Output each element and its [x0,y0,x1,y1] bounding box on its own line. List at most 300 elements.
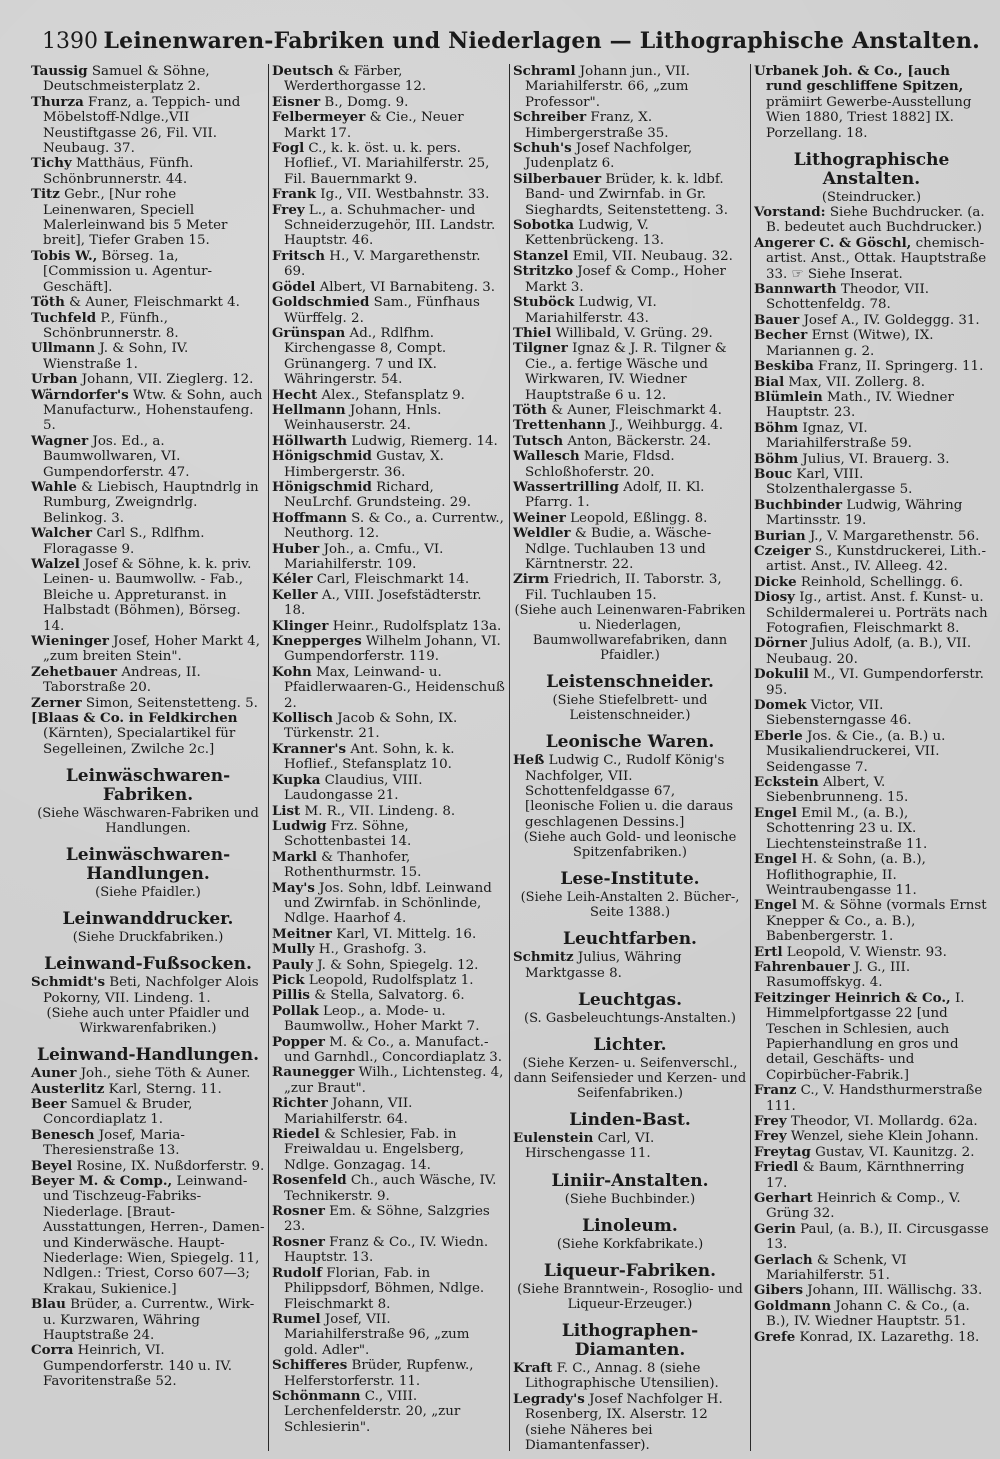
entry-name: Hoffmann [272,509,347,526]
entry-name: Angerer C. & Göschl, [754,234,912,251]
running-title: Leinenwaren-Fabriken und Niederlagen — Lithographische Anstalten. [103,28,980,54]
directory-entry [513,64,747,110]
entry-details: Karl, Sterng. 11. [104,1081,222,1097]
entry-name: Wassertrilling [513,478,619,495]
entry-name: Friedl [754,1159,799,1176]
directory-entry [754,498,989,529]
entry-name: Markl [272,848,317,865]
entry-details: Johann, Hnls. Weinhauserstr. 24. [284,402,442,434]
cross-reference-note: (Siehe Kerzen- u. Seifenverschl., dann Seifensieder und Kerzen- und Seifenfabriken.) [513,1056,747,1102]
entry-details: Franz, a. Teppich- und Möbelstoff-Ndlge.,VII Neustiftgasse 26, Fil. VII. Neubaug. 37. [43,94,241,157]
entry-name: Fahrenbauer [754,958,850,975]
directory-entry [31,480,265,526]
section-heading: Leistenschneider. [546,672,714,693]
entry-name: Schmidt's [31,974,106,991]
column-4 [751,64,992,1451]
entry-details: Julius, Währing Marktgasse 8. [525,950,682,981]
entry-details: Johann jun., VII. Mariahilferstr. 66, „zum Professor". [525,64,691,110]
directory-entry [31,1066,265,1081]
entry-name: List [272,802,301,819]
directory-entry [31,156,265,187]
entry-name: May's [272,879,315,896]
column-2 [269,64,510,1451]
entry-name: Blau [31,1296,66,1313]
section-heading: Leinwäschwaren-Fabriken. [65,766,231,806]
cross-reference-note: (Siehe auch Leinenwaren-Fabriken u. Niederlagen, Baumwollwarefabriken, dann Pfaidler.) [514,603,746,664]
entry-details: Reinhold, Schellingg. 6. [796,574,964,590]
entry-name: Stanzel [513,247,569,264]
entry-name: Pick [272,971,305,988]
directory-columns [28,64,992,1451]
entry-name: Burian [754,527,806,544]
section-heading: Lithographische Anstalten. [793,150,950,190]
entry-details: & Baum, Kärnthnerring 17. [766,1160,965,1191]
directory-entry [754,806,989,852]
entry-name: Buchbinder [754,496,843,513]
entry-details: J. G., III. Rasumoffskyg. 4. [766,959,911,991]
directory-entry [272,665,506,711]
entry-name: Feitzinger Heinrich & Co., [754,989,951,1006]
entry-name: Töth [513,401,547,418]
directory-entry [31,295,265,310]
entry-name: Fogl [272,140,305,157]
directory-entry [272,295,506,326]
directory-entry [272,711,506,742]
entry-details: Sam., Fünfhaus Würffelg. 2. [284,295,480,326]
directory-entry [513,434,747,449]
entry-name: Stritzko [513,263,573,280]
cross-reference-note: (Siehe Buchbinder.) [564,1191,696,1207]
entry-details: C., V. Handsthurmerstraße 111. [766,1083,983,1114]
entry-details: Andreas, II. Taborstraße 20. [43,664,201,696]
entry-name: Beyer M. & Comp., [31,1172,173,1189]
entry-name: Schraml [513,64,576,79]
entry-details: M. & Söhne (vormals Ernst Knepper & Co., a. B.), Babenbergerstr. 1. [766,898,987,945]
directory-entry [272,634,506,665]
directory-entry [272,927,506,942]
entry-name: Frey [754,1113,787,1129]
directory-entry [272,110,506,141]
entry-name: Tilgner [513,340,568,357]
section-heading: Linden-Bast. [569,1110,691,1131]
entry-name: Rumel [272,1310,321,1327]
cross-reference-note: (Siehe Pfaidler.) [95,885,201,901]
entry-details: Gustav, X. Himbergerstr. 36. [284,449,444,480]
directory-entry [513,172,747,218]
entry-name: Kollisch [272,710,333,727]
entry-details: Wilh., Lichtensteg. 4, „zur Braut". [284,1065,504,1096]
directory-entry [31,388,265,434]
directory-entry [31,1159,265,1174]
directory-entry [754,359,989,374]
directory-entry [31,311,265,342]
entry-details: Heinrich & Comp., V. Grüng 32. [766,1191,961,1222]
directory-entry [272,819,506,850]
entry-details: Gustav, VI. Kaunitzg. 2. [810,1144,975,1160]
entry-details: & Auner, Fleischmarkt 4. [64,295,240,311]
entry-details: Börseg. 1a, [Commission u. Agentur-Geschäft]. [43,248,213,295]
page-number: 1390 [42,29,98,54]
section-heading: Lichter. [593,1035,667,1056]
entry-details: Ludwig, Währing Martinsstr. 19. [766,497,963,529]
entry-name: Beer [31,1095,67,1112]
directory-entry [754,698,989,729]
entry-name: Gödel [272,278,316,295]
entry-name: Weldler [513,525,571,542]
directory-entry [754,991,989,1083]
entry-name: Wagner [31,432,89,449]
entry-name: Blümlein [754,388,823,405]
directory-entry [31,696,265,711]
entry-name: Walcher [31,525,93,542]
entry-details: Richard, NeuLrchf. Grundsteing. 29. [284,479,472,511]
entry-details: & Schlesier, Fab. in Freiwaldau u. Engelsberg, Ndlge. Gonzagag. 14. [284,1127,464,1173]
column-1 [28,64,269,1451]
entry-name: Hecht [272,386,318,403]
directory-entry [513,1131,747,1162]
cross-reference-note: (Siehe auch unter Pfaidler und Wirkwarenfabriken.) [46,1006,250,1037]
directory-entry [754,421,989,452]
directory-entry [31,526,265,557]
directory-entry [513,110,747,141]
entry-name: Wahle [31,478,77,495]
directory-entry [31,95,265,157]
directory-entry [272,434,506,449]
entry-details: Jos. Ed., a. Baumwollwaren, VI. Gumpendorferstr. 47. [43,433,190,480]
entry-name: Sobotka [513,217,575,234]
entry-details: Josef & Comp., Hoher Markt 3. [525,264,726,295]
cross-reference-note: (S. Gasbeleuchtungs-Anstalten.) [524,1011,736,1027]
directory-entry [754,1222,989,1253]
directory-entry [754,1283,989,1298]
entry-name: Goldmann [754,1297,832,1314]
entry-name: Eckstein [754,774,819,791]
directory-entry [754,1160,989,1191]
entry-details: Frz. Söhne, Schottenbastei 14. [284,818,412,850]
entry-details: prämiirt Gewerbe-Ausstellung Wien 1880, Triest 1882] IX. Porzellang. 18. [766,94,972,141]
entry-details: Simon, Seitenstetteng. 5. [81,695,258,711]
entry-name: Pauly [272,956,313,973]
entry-name: Frey [272,201,305,218]
directory-entry [754,282,989,313]
entry-details: Heinr., Rudolfsplatz 13a. [328,618,502,634]
entry-details: J. & Sohn, Spiegelg. 12. [313,957,479,973]
entry-details: Wilhelm Johann, VI. Gumpendorferstr. 119. [284,634,501,665]
cross-reference-note: (Siehe Druckfabriken.) [72,930,224,946]
entry-details: Josef & Söhne, k. k. priv. Leinen- u. Baumwollw. - Fab., Bleiche u. Appreturanst. in Halbstadt (Böhmen), Börseg. 14. [43,557,252,634]
entry-name: Hönigschmid [272,478,372,495]
directory-entry [31,1297,265,1343]
entry-name: Freytag [754,1143,811,1160]
section-heading: Leuchtfarben. [563,929,697,950]
entry-name: Grünspan [272,324,346,341]
entry-details: Joh., siehe Töth & Auner. [76,1066,251,1082]
directory-entry [31,434,265,480]
entry-name: Bial [754,373,785,390]
entry-name: Thurza [31,93,84,110]
directory-entry [513,753,747,830]
entry-details: I. Himmelpfortgasse 22 [und Teschen in Schlesien, auch Papierhandlung en gros und detail, Geschäfts- und Copirbücher-Fabrik.] [766,990,965,1083]
section-heading: Leuchtgas. [577,990,683,1011]
entry-details: Jos. & Cie., (a. B.) u. Musikaliendruckerei, VII. Seidengasse 7. [766,728,946,775]
directory-entry [272,1358,506,1389]
entry-name: Domek [754,697,807,714]
entry-details: Ludwig, V. Kettenbrückeng. 13. [525,218,665,249]
entry-name: Legrady's [513,1390,585,1407]
entry-details: M., VI. Gumpendorferstr. 95. [766,667,984,698]
entry-details: Albert, V. Siebenbrunneng. 15. [766,775,909,806]
entry-name: Rudolf [272,1264,323,1281]
directory-entry [31,665,265,696]
directory-entry [272,588,506,619]
directory-entry [513,449,747,480]
directory-entry [272,973,506,988]
entry-name: Gibers [754,1282,803,1299]
entry-name: Tutsch [513,432,564,449]
entry-name: Fritsch [272,247,326,264]
entry-name: Bauer [754,311,800,328]
entry-name: Richter [272,1095,328,1112]
cross-reference-note: (Steindrucker.) [821,190,922,206]
entry-details: Paul, (a. B.), II. Circusgasse 13. [766,1221,989,1253]
section-heading: Leinwanddrucker. [62,909,234,930]
directory-entry [513,264,747,295]
directory-entry [754,529,989,544]
directory-entry [754,729,989,775]
directory-entry [754,390,989,421]
entry-name: Popper [272,1033,325,1050]
entry-details: Carl, VI. Hirschengasse 11. [525,1131,655,1162]
directory-entry [272,1312,506,1358]
entry-details: Josef Nachfolger, Judenplatz 6. [525,141,693,172]
entry-name: Frank [272,186,317,203]
directory-entry [31,1174,265,1297]
entry-name: Kranner's [272,740,347,757]
entry-details: B., Domg. 9. [320,94,409,110]
directory-entry [513,249,747,264]
entry-name: Kéler [272,571,313,588]
entry-name: Engel [754,897,797,914]
entry-name: Engel [754,804,797,821]
entry-name: Gerin [754,1220,796,1237]
entry-details: P., Fünfh., Schönbrunnerstr. 8. [43,310,179,341]
entry-details: Josef, Maria-Theresienstraße 13. [43,1127,185,1159]
directory-entry [272,942,506,957]
entry-name: Taussig [31,64,88,79]
directory-entry [513,341,747,403]
directory-entry [272,203,506,249]
entry-name: Urbanek Joh. & Co., [auch rund geschliffene Spitzen, [754,64,964,95]
entry-name: Töth [31,294,65,311]
entry-name: Tichy [31,155,72,172]
directory-entry [754,205,989,236]
entry-details: Johann, VII. Zieglerg. 12. [77,372,254,388]
entry-details: Carl, Fleischmarkt 14. [312,572,470,588]
entry-name: Hellmann [272,401,346,418]
directory-entry [754,1299,989,1330]
entry-name: Wallesch [513,448,580,465]
entry-name: Höllwarth [272,432,347,449]
entry-name: Felbermeyer [272,109,366,126]
directory-entry [513,218,747,249]
section-heading: Leinwand-Handlungen. [36,1045,260,1066]
entry-details: H., Grashofg. 3. [314,942,427,958]
entry-details: Julius, VI. Brauerg. 3. [798,451,950,467]
entry-details: & Schenk, VI Mariahilferstr. 51. [766,1252,907,1284]
entry-details: Julius Adolf, (a. B.), VII. Neubaug. 20. [766,636,972,667]
entry-details: Brüder, Rupfenw., Helferstorferstr. 11. [284,1358,474,1389]
entry-details: Samuel & Bruder, Concordiaplatz 1. [43,1096,193,1128]
cross-reference-note: (Siehe Leih-Anstalten 2. Bücher-, Seite 1388.) [520,890,740,921]
entry-details: Florian, Fab. in Philippsdorf, Böhmen, Ndlge. Fleischmarkt 8. [284,1265,485,1312]
entry-details: Ignaz, VI. Mariahilferstraße 59. [766,420,912,452]
entry-details: Brüder, a. Currentw., Wirk- u. Kurzwaren, Währing Hauptstraße 24. [43,1297,255,1343]
directory-entry [272,64,506,95]
entry-details: Ch., auch Wäsche, IV. Technikerstr. 9. [284,1173,497,1204]
entry-details: chemisch-artist. Anst., Ottak. Hauptstraße 33. ☞ Siehe Inserat. [766,235,987,282]
entry-details: Ludwig C., Rudolf König's Nachfolger, VII. Schottenfeldgasse 67, [leonische Folien u. die daraus geschlagenen Dessins.] [525,753,734,830]
directory-entry [31,634,265,665]
entry-name: Franz [754,1082,797,1099]
entry-name: Auner [31,1065,77,1082]
directory-entry [754,898,989,944]
entry-details: Johann, III. Wällischg. 33. [803,1283,983,1299]
entry-details: & Thanhofer, Rothenthurmstr. 15. [284,849,422,881]
entry-name: Bannwarth [754,281,837,298]
directory-entry [513,572,747,603]
directory-entry [31,372,265,387]
entry-name: Meitner [272,925,332,942]
directory-entry [272,1389,506,1435]
entry-details: Rosine, IX. Nußdorferstr. 9. [72,1158,265,1174]
entry-details: Ad., Rdlfhm. Kirchengasse 8, Compt. Grünangerg. 7 und IX. Währingerstr. 54. [284,325,447,388]
entry-name: Tuchfeld [31,309,97,326]
directory-entry [754,64,989,141]
directory-entry [31,64,265,95]
entry-name: Keller [272,586,318,603]
entry-name: Ertl [754,943,783,960]
entry-details: Matthäus, Fünfh. Schönbrunnerstr. 44. [43,156,194,187]
entry-details: Adolf, II. Kl. Pfarrg. 1. [525,479,705,511]
entry-details: Ignaz & J. R. Tilgner & Cie., a. fertige Wäsche und Wirkwaren, IV. Wiedner Hauptstraße 6 u. 12. [525,341,727,403]
entry-details: Konrad, IX. Lazarethg. 18. [795,1329,980,1345]
directory-entry [513,1361,747,1392]
directory-entry [272,1035,506,1066]
entry-name: Beskiba [754,358,814,375]
section-heading: Lithographen-Diamanten. [561,1320,699,1360]
directory-entry [754,1253,989,1284]
directory-entry [272,619,506,634]
column-3 [510,64,751,1451]
entry-details: H. & Sohn, (a. B.), Hoflithographie, II. Weintraubengasse 11. [766,852,926,898]
entry-name: Heß [513,752,545,769]
directory-entry [272,187,506,202]
entry-details: Wenzel, siehe Klein Johann. [786,1129,979,1145]
directory-entry [754,1083,989,1114]
entry-details: Franz & Co., IV. Wiedn. Hauptstr. 13. [284,1234,489,1266]
entry-name: Deutsch [272,64,334,79]
entry-details: Samuel & Söhne, Deutschmeisterplatz 2. [43,64,210,95]
directory-entry [272,1204,506,1235]
directory-entry [272,542,506,573]
directory-entry [754,375,989,390]
directory-entry [513,526,747,572]
entry-name: Gerlach [754,1251,813,1268]
entry-name: Beyel [31,1157,73,1174]
entry-details: Victor, VII. Siebensterngasse 46. [766,698,912,729]
cross-reference-note: (Siehe Branntwein-, Rosoglio- und Liqueur-Erzeuger.) [517,1281,743,1312]
page-header [42,28,980,60]
entry-details: Josef Nachfolger H. Rosenberg, IX. Alserstr. 12 (siehe Näheres bei Diamantenfasser). [525,1391,723,1451]
directory-entry [272,95,506,110]
entry-name: Eberle [754,727,803,744]
entry-details: & Auner, Fleischmarkt 4. [546,402,722,418]
directory-entry [513,403,747,418]
entry-name: Weiner [513,509,566,526]
entry-details: Ig., artist. Anst. f. Kunst- u. Schildermalerei u. Porträts nach Fotografien, Fleischmarkt 8. [766,590,988,636]
entry-details: Franz, X. Himbergerstraße 35. [525,110,669,141]
entry-name: Zirm [513,571,550,588]
directory-entry [272,1004,506,1035]
directory-entry [513,295,747,326]
section-heading: Linoleum. [582,1215,678,1236]
section-heading: Liniir-Anstalten. [551,1170,709,1191]
directory-entry [754,1330,989,1345]
entry-details: Willibald, V. Grüng. 29. [551,325,713,341]
entry-details: C., VIII. Lerchenfelderstr. 20, „zur Schlesierin". [284,1388,461,1435]
entry-details: Gebr., [Nur rohe Leinenwaren, Speciell Malerleinwand bis 5 Meter breit], Tiefer Graben 15. [43,187,228,249]
entry-name: Silberbauer [513,170,602,187]
entry-details: Ig., VII. Westbahnstr. 33. [316,187,490,203]
directory-entry [754,1191,989,1222]
entry-name: Goldschmied [272,294,370,311]
directory-entry [272,1065,506,1096]
entry-name: Huber [272,540,320,557]
directory-entry [31,341,265,372]
directory-entry [31,1097,265,1128]
entry-name: Tobis W., [31,247,98,264]
entry-details: Emil M., (a. B.), Schottenring 23 u. IX. Liechtensteinstraße 11. [766,805,928,852]
entry-details: Heinrich, VI. Gumpendorferstr. 140 u. IV. Favoritenstraße 52. [43,1343,232,1390]
section-heading: Leinwand-Fußsocken. [44,954,252,975]
entry-name: Bouc [754,465,793,482]
entry-name: Böhm [754,450,799,467]
entry-name: Dokulil [754,666,809,683]
directory-entry [31,557,265,634]
entry-details: Leinwand- und Tischzeug-Fabriks-Niederlage. [Braut-Ausstattungen, Herren-, Damen- und Kinderwäsche. Haupt-Niederlage: Wien, Spiegelg. 11, Ndlgen.: Triest, Corso 607—3; Krakau, Sukienice.] [43,1173,265,1297]
entry-name: Mully [272,941,315,958]
directory-entry [513,141,747,172]
entry-details: & Färber, Werderthorgasse 12. [284,64,427,95]
directory-entry [754,467,989,498]
entry-name: Knepperges [272,633,362,650]
cross-reference-note: (Siehe auch Gold- und leonische Spitzenfabriken.) [523,830,737,861]
directory-entry [754,236,989,282]
section-heading: Leonische Waren. [545,732,715,753]
section-heading: Leinwäschwaren-Handlungen. [65,845,231,885]
entry-details: Carl S., Rdlfhm. Floragasse 9. [43,526,205,557]
entry-details: Beti, Nachfolger Alois Pokorny, VII. Lindeng. 1. [43,975,259,1006]
directory-entry [272,249,506,280]
entry-details: Franz, II. Springerg. 11. [813,359,984,375]
directory-entry [513,511,747,526]
entry-name: Pollak [272,1002,319,1019]
entry-details: Albert, VI Barnabiteng. 3. [315,279,496,295]
entry-name: Engel [754,851,797,868]
directory-entry [272,958,506,973]
directory-entry [754,575,989,590]
directory-entry [272,388,506,403]
